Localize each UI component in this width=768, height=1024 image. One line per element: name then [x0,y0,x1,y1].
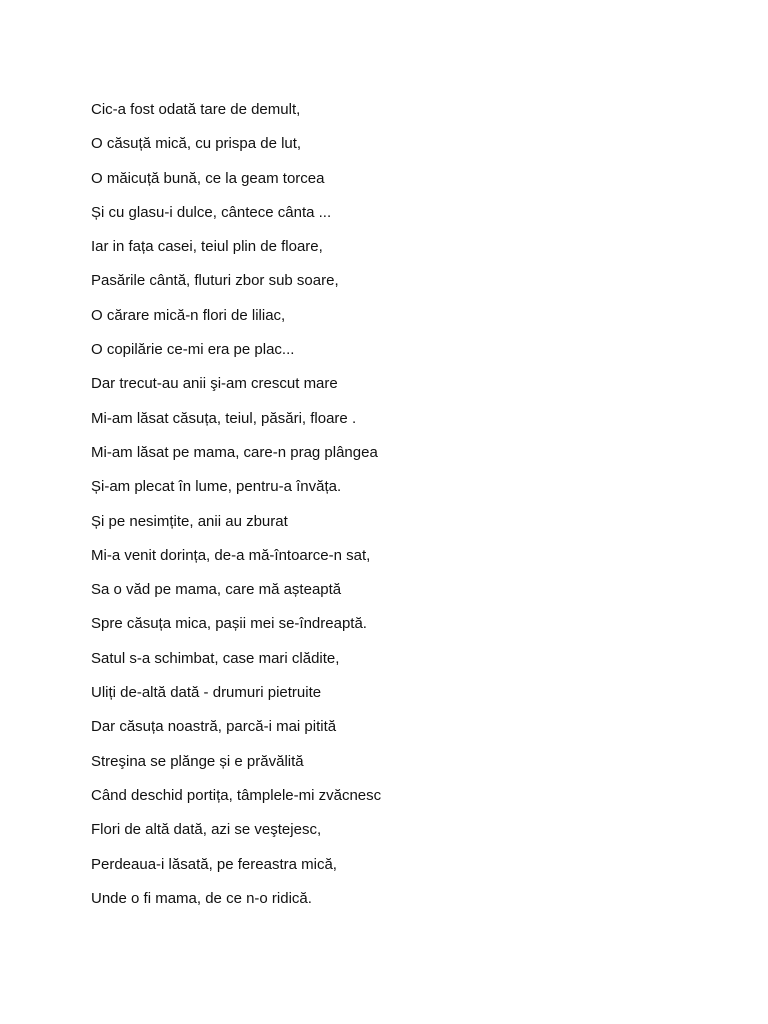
poem-line: Mi-am lăsat căsuța, teiul, păsări, floare . [91,409,357,427]
poem-line: Uliți de-altă dată - drumuri pietruite [91,684,322,702]
poem-line: Iar in fața casei, teiul plin de floare, [91,238,323,256]
poem-line: O căsuță mică, cu prispa de lut, [91,135,302,153]
poem-line: O măicuță bună, ce la geam torcea [91,169,325,187]
poem-line: O cărare mică-n flori de liliac, [91,306,286,324]
poem-line: O copilărie ce-mi era pe plac... [91,341,295,359]
poem-line: Cic-a fost odată tare de demult, [91,101,301,118]
poem-line: Și pe nesimțite, anii au zburat [91,512,288,530]
poem-line: Streşina se plănge și e prăvălită [91,752,304,770]
poem-line: Unde o fi mama, de ce n-o ridică. [91,889,312,907]
poem-line: Satul s-a schimbat, case mari clădite, [91,649,340,667]
poem-line: Și-am plecat în lume, pentru-a învăța. [91,478,342,496]
poem-line: Mi-a venit dorința, de-a mă-întoarce-n sat, [91,546,371,564]
poem-line: Flori de altă dată, azi se veştejesc, [91,821,322,839]
poem-line: Dar căsuța noastră, parcă-i mai pitită [91,718,337,736]
poem-line: Când deschid portița, tâmplele-mi zvăcnesc [91,786,382,804]
poem-line: Dar trecut-au anii şi-am crescut mare [91,375,338,393]
poem-line: Spre căsuța mica, pașii mei se-îndreaptă. [91,615,367,633]
poem-line: Mi-am lăsat pe mama, care-n prag plângea [91,443,378,461]
poem-line: Și cu glasu-i dulce, cântece cânta ... [91,203,332,221]
poem-line: Perdeaua-i lăsată, pe fereastra mică, [91,855,337,873]
poem-line: Pasările cântă, fluturi zbor sub soare, [91,272,339,290]
poem-text [91,93,731,916]
poem-line: Sa o văd pe mama, care mă așteaptă [91,581,342,599]
